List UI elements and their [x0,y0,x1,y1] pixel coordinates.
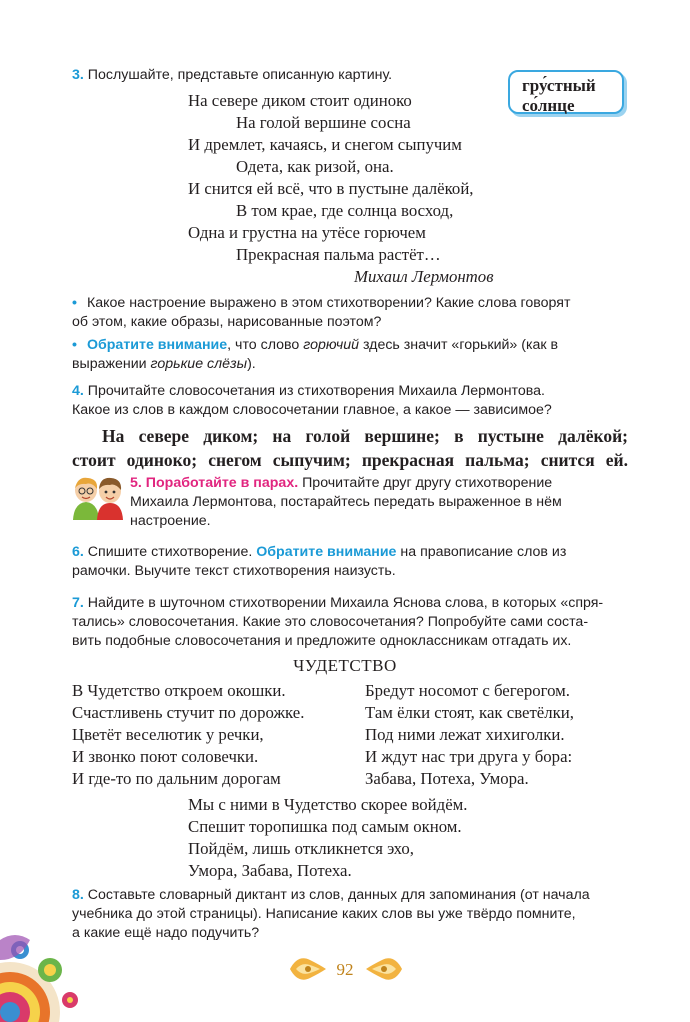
poem-line: И ждут нас три друга у бора: [365,747,573,766]
poem-line: Бредут носомот с бегерогом. [365,681,570,700]
page-ornament-right-icon [364,952,406,986]
poem-line: Под ними лежат хихиголки. [365,725,565,744]
bullet2-text: выражении [72,356,151,372]
pair-work-icon [70,476,126,520]
poem-line: И где-то по дальним дорогам [72,769,281,788]
vocab-word-1: гру́стный [522,76,596,95]
task8 [72,886,632,943]
task8-number: 8. [72,887,84,903]
poem-line: Цветёт веселютик у речки, [72,725,264,744]
task6 [72,543,632,581]
task6-text: на правописание слов из [400,544,567,560]
vocab-word-2: со́лнце [522,96,575,115]
bullet2-word: горькие слёзы [150,356,248,372]
bullet-icon: • [72,337,77,353]
poem-line: В Чудетство откроем окошки. [72,681,286,700]
bullet-icon: • [72,295,77,311]
pair-work-highlight: Поработайте в парах. [145,475,299,491]
poem-line: На голой вершине сосна [236,113,411,132]
poem-line: Спешит торопишка под самым окном. [188,817,462,836]
poem2-right-column [365,680,574,790]
poem-line: Одна и грустна на утёсе горючем [188,223,426,242]
phrase-list [72,424,628,472]
poem-line: На севере диком стоит одиноко [188,91,412,110]
task4-number: 4. [72,383,84,399]
poem-line: Одета, как ризой, она. [236,157,394,176]
poem-line: Умора, Забава, Потеха. [188,861,352,880]
task4 [72,382,632,420]
task6-number: 6. [72,544,84,560]
poem-line: Пойдём, лишь откликнется эхо, [188,839,414,858]
task8-text: учебника до этой страницы). Написание каких слов вы уже твёрдо помните, [72,906,576,922]
task3-text: Послушайте, представьте описанную картину. [87,67,393,83]
bullet2-text: ). [247,356,256,372]
attention-highlight: Обратите внимание [86,337,228,353]
poem2-final-stanza [188,794,467,882]
lermontov-poem [188,90,493,288]
bullet2-word: горючий [303,337,360,353]
poem-line: Мы с ними в Чудетство скорее войдём. [188,795,468,814]
task7-text: Найдите в шуточном стихотворении Михаила Яснова слова, в которых «спря- [87,595,604,611]
poem-author: Михаил Лермонтов [354,267,494,286]
task5-text: настроение. [130,513,211,529]
task4-text: Какое из слов в каждом словосочетании главное, а какое — зависимое? [72,402,552,418]
vocabulary-box [508,70,624,114]
bullet1-line1: Какое настроение выражено в этом стихотворении? Какие слова говорят [86,295,571,311]
task4-text: Прочитайте словосочетания из стихотворения Михаила Лермонтова. [87,383,545,399]
task7-text: тались» словосочетания. Какие это словосочетания? Попробуйте сами соста- [72,614,589,630]
poem-line: Прекрасная пальма растёт… [236,245,441,264]
task7-number: 7. [72,595,84,611]
bullet2-text: здесь значит «горький» (как в [359,337,559,353]
poem-line: В том крае, где солнца восход, [236,201,454,220]
bullet1-line2: об этом, какие образы, нарисованные поэтом? [72,314,382,330]
task3-number: 3. [72,67,84,83]
question-bullet-1 [72,294,632,332]
task8-text: Составьте словарный диктант из слов, данных для запоминания (от начала [87,887,590,903]
poem-line: Счастливень стучит по дорожке. [72,703,305,722]
bullet2-text: , что слово [227,337,304,353]
task5 [130,474,630,531]
task7 [72,594,632,651]
task3-instruction [72,66,392,85]
task5-text: Прочитайте друг другу стихотворение [302,475,553,491]
poem-line: И дремлет, качаясь, и снегом сыпучим [188,135,462,154]
poem-line: Забава, Потеха, Умора. [365,769,529,788]
poem-line: И снится ей всё, что в пустыне далёкой, [188,179,474,198]
task6-text: Спишите стихотворение. [87,544,253,560]
task5-number: 5. [130,475,142,491]
task6-text: рамочки. Выучите текст стихотворения наизусть. [72,563,396,579]
task8-text: а какие ещё надо подучить? [72,925,260,941]
phrase-line: На севере диком; на голой вершине; в пустыне далёкой; [102,426,628,446]
page-number: 92 [336,960,354,979]
attention-highlight: Обратите внимание [256,544,397,560]
poem2-title: ЧУДЕТСТВО [293,656,397,675]
question-bullet-2 [72,336,632,374]
poem-line: И звонко поют соловечки. [72,747,259,766]
poem2-left-column [72,680,304,790]
phrase-line: стоит одиноко; снегом сыпучим; прекрасная пальма; снится ей. [72,450,628,470]
poem-line: Там ёлки стоят, как светёлки, [365,703,574,722]
task5-text: Михаила Лермонтова, постарайтесь передать выраженное в нём [130,494,562,510]
task7-text: вить подобные словосочетания и предложите одноклассникам отгадать их. [72,633,572,649]
